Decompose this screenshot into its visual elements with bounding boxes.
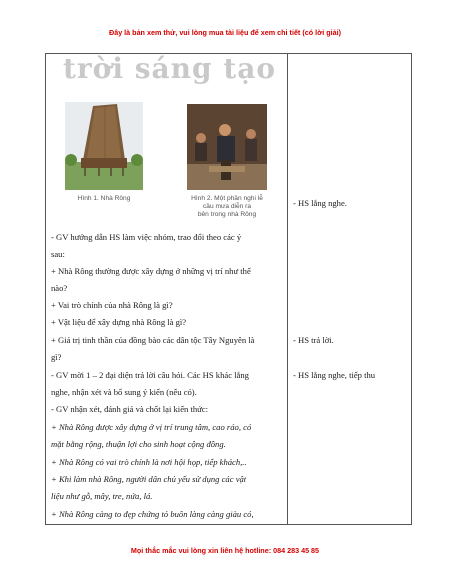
- teacher-line: gì?: [51, 352, 62, 362]
- figure-2-caption-line-1: Hình 2. Một phần nghi lễ: [191, 195, 263, 202]
- figure-1-caption: Hình 1. Nhà Rông: [77, 195, 131, 202]
- rain-ritual-image: [187, 104, 267, 190]
- lesson-table: [45, 53, 412, 525]
- nha-rong-image: [65, 102, 143, 190]
- teacher-line: - GV mời 1 – 2 đại diện trả lời câu hỏi. Các HS khác lắng: [51, 370, 249, 380]
- teacher-line: liệu như gỗ, mây, tre, nứa, lá.: [51, 491, 153, 501]
- teacher-line: mặt bằng rộng, thuận lợi cho sinh hoạt cộng đồng.: [51, 439, 226, 449]
- teacher-line: + Khi làm nhà Rông, người dân chủ yếu sử dụng các vật: [51, 474, 247, 484]
- watermark-logo: trời sáng tạo: [63, 52, 277, 85]
- teacher-line: nào?: [51, 283, 68, 293]
- teacher-line: nghe, nhận xét và bổ sung ý kiến (nếu có).: [51, 387, 197, 397]
- teacher-line: + Vai trò chính của nhà Rông là gì?: [51, 300, 173, 310]
- figure-2-caption: [181, 195, 273, 219]
- teacher-line: sau:: [51, 249, 65, 259]
- column-divider: [287, 54, 288, 524]
- teacher-line: + Nhà Rông được xây dựng ở vị trí trung tâm, cao ráo, có: [51, 422, 252, 432]
- student-line: - HS lắng nghe.: [293, 198, 347, 208]
- teacher-line: + Nhà Rông có vai trò chính là nơi hội họp, tiếp khách,..: [51, 457, 247, 467]
- student-line: - HS trả lời.: [293, 335, 334, 345]
- teacher-line: + Nhà Rông thường được xây dựng ở những vị trí như thế: [51, 266, 251, 276]
- teacher-line: + Vật liệu để xây dựng nhà Rông là gì?: [51, 317, 187, 327]
- student-line: - HS lắng nghe, tiếp thu: [293, 370, 376, 380]
- teacher-line: - GV hướng dẫn HS làm việc nhóm, trao đổi theo các ý: [51, 232, 242, 242]
- figure-2-caption-line-2: cầu mưa diễn ra: [202, 203, 252, 210]
- teacher-line: - GV nhận xét, đánh giá và chốt lại kiến thức:: [51, 404, 208, 414]
- hotline-notice: Mọi thắc mắc vui lòng xin liên hệ hotline: 084 283 45 85: [130, 546, 320, 555]
- figure-2-caption-line-3: bên trong nhà Rông: [197, 211, 257, 218]
- teacher-line: + Giá trị tinh thần của đồng bào các dân tộc Tây Nguyên là: [51, 335, 255, 345]
- teacher-line: + Nhà Rông càng to đẹp chứng tỏ buôn làng càng giàu có,: [51, 509, 254, 519]
- preview-notice: Đây là bản xem thử, vui lòng mua tài liệu để xem chi tiết (có lời giải): [109, 28, 341, 37]
